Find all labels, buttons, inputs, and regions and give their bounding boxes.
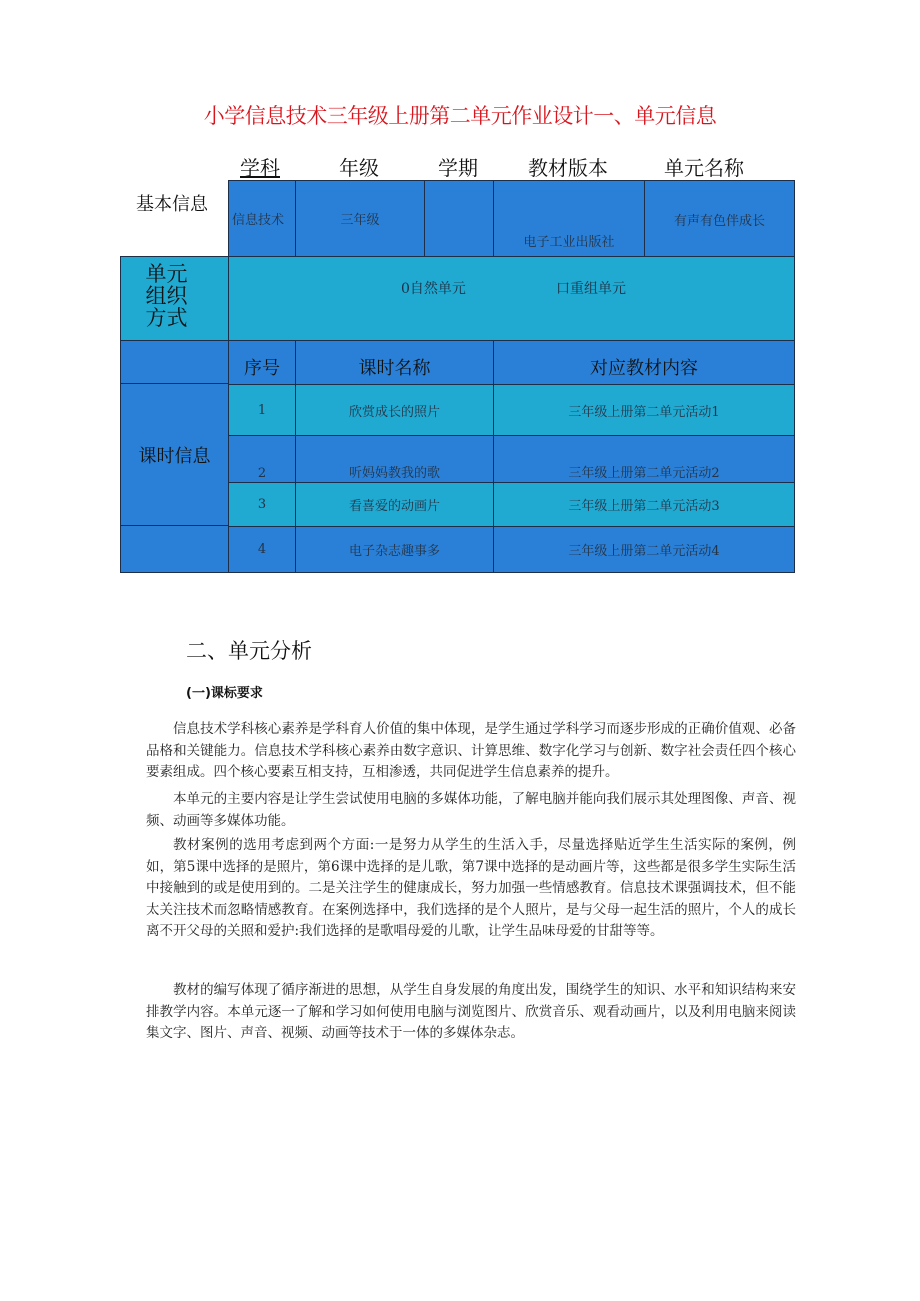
lesson-label-cell: [120, 383, 229, 526]
paragraph: 本单元的主要内容是让学生尝试使用电脑的多媒体功能，了解电脑并能向我们展示其处理图像、声音、视频、动画等多媒体功能。: [146, 791, 796, 829]
lesson-left-cell-last: [120, 525, 229, 573]
section-title: 二、单元分析: [186, 639, 312, 663]
basic-info-label: 基本信息: [136, 194, 208, 215]
lesson-content: 三年级上册第二单元活动3: [493, 482, 795, 527]
basic-value-grade: 三年级: [295, 180, 425, 257]
paragraph: 教材案例的选用考虑到两个方面:一是努力从学生的生活入手，尽量选择贴近学生生活实际的案例，例如，第5课中选择的是照片，第6课中选择的是儿歌，第7课中选择的是动画片等，这些都是很多学生实际生活中接触到的或是使用到的。二是关注学生的健康成长，努力加强一些情感教育。信息技术课强调技术，但不能太关注技术而忽略情感教育。在案例选择中，我们选择的是个人照片，是与父母一起生活的照片，个人的成长离不开父母的关照和爱护:我们选择的是歌唱母爱的儿歌，让学生品味母爱的甘甜等等。: [146, 837, 796, 939]
org-label: 单元组织方式: [145, 262, 188, 330]
lesson-name: 欣赏成长的照片: [295, 384, 494, 436]
lesson-header-name: 课时名称: [295, 340, 494, 385]
document-title: 小学信息技术三年级上册第二单元作业设计一、单元信息: [203, 104, 717, 128]
lesson-name: 看喜爱的动画片: [295, 482, 494, 527]
org-option-natural: 0自然单元: [401, 281, 466, 297]
org-option-regrouped: 口重组单元: [556, 281, 626, 297]
lesson-no: 4: [228, 526, 296, 573]
lesson-name: 电子杂志趣事多: [295, 526, 494, 573]
lesson-header-content: 对应教材内容: [493, 340, 795, 385]
subsection-title: (一)课标要求: [186, 686, 263, 701]
lesson-no: 1: [228, 384, 296, 436]
header-semester: 学期: [438, 156, 478, 180]
header-unit-name: 单元名称: [664, 156, 744, 180]
lesson-info-label: 课时信息: [138, 445, 211, 467]
lesson-content: 三年级上册第二单元活动4: [493, 526, 795, 573]
lesson-no: 2: [228, 435, 296, 483]
basic-value-subject: 信息技术: [228, 180, 296, 257]
paragraph: 教材的编写体现了循序渐进的思想，从学生自身发展的角度出发，围绕学生的知识、水平和知识结构来安排教学内容。本单元逐一了解和学习如何使用电脑与浏览图片、欣赏音乐、观看动画片，以及利用电脑来阅读集文字、图片、声音、视频、动画等技术于一体的多媒体杂志。: [146, 982, 796, 1041]
lesson-no: 3: [228, 482, 296, 527]
lesson-name: 听妈妈教我的歌: [295, 435, 494, 483]
header-grade: 年级: [339, 156, 379, 180]
header-subject: 学科: [240, 156, 280, 180]
org-options-cell: [228, 256, 795, 341]
header-textbook-version: 教材版本: [528, 156, 608, 180]
lesson-header-no: 序号: [228, 340, 296, 385]
lesson-left-cell-0: [120, 340, 229, 384]
lesson-content: 三年级上册第二单元活动2: [493, 435, 795, 483]
paragraph: 信息技术学科核心素养是学科育人价值的集中体现，是学生通过学科学习而逐步形成的正确价值观、必备品格和关键能力。信息技术学科核心素养由数字意识、计算思维、数字化学习与创新、数字社会责任四个核心要素组成。四个核心要素互相支持，互相渗透，共同促进学生信息素养的提升。: [146, 721, 796, 780]
lesson-content: 三年级上册第二单元活动1: [493, 384, 795, 436]
basic-value-unit-name: 有声有色伴成长: [644, 180, 795, 257]
basic-value-textbook: 电子工业出版社: [493, 180, 645, 257]
org-label-cell: [120, 256, 229, 341]
basic-value-semester: [424, 180, 494, 257]
